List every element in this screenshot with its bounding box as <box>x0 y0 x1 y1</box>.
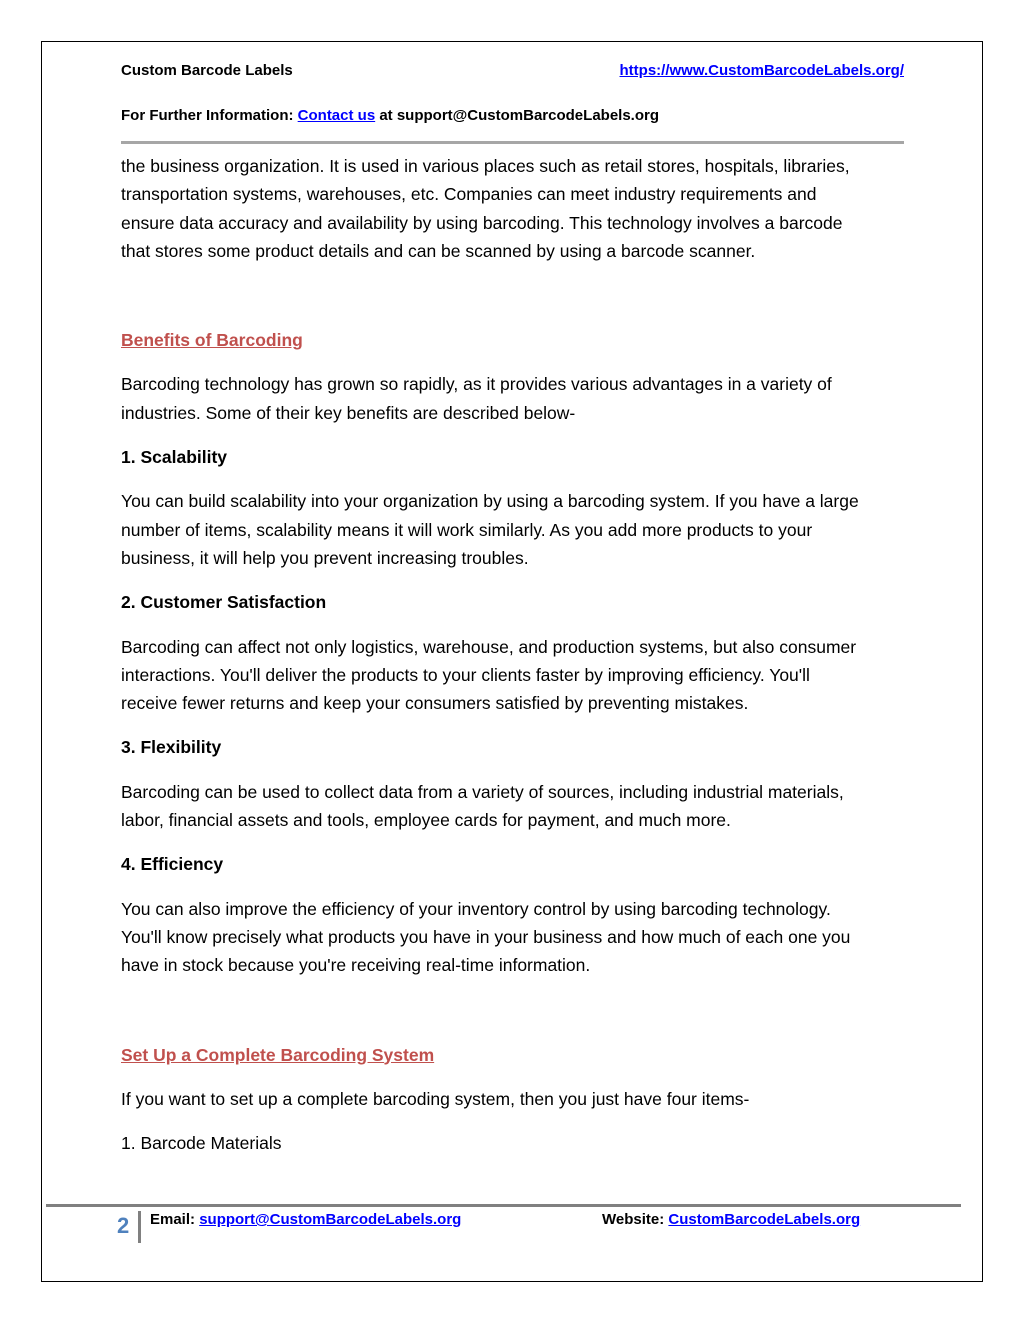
header-info-prefix: For Further Information: <box>121 107 298 124</box>
benefit-line: You can also improve the efficiency of your inventory control by using barcoding technology. <box>121 898 831 919</box>
intro-paragraph <box>121 152 904 265</box>
page-number: 2 <box>113 1211 141 1243</box>
benefit-line: interactions. You'll deliver the products to your clients faster by improving efficiency. You'll <box>121 664 810 685</box>
footer-email <box>150 1211 461 1228</box>
header-site-name: Custom Barcode Labels <box>121 62 293 79</box>
benefits-heading: Benefits of Barcoding <box>121 330 303 351</box>
footer-email-label: Email: <box>150 1211 200 1228</box>
benefits-intro-paragraph <box>121 370 904 427</box>
benefit-line: business, it will help you prevent increasing troubles. <box>121 547 529 568</box>
benefit-heading-efficiency: 4. Efficiency <box>121 854 224 875</box>
benefit-line: have in stock because you're receiving real-time information. <box>121 955 591 976</box>
benefit-paragraph-customer-satisfaction <box>121 633 904 718</box>
header-info-suffix: at support@CustomBarcodeLabels.org <box>375 107 659 124</box>
benefit-line: receive fewer returns and keep your consumers satisfied by preventing mistakes. <box>121 693 749 714</box>
benefit-paragraph-scalability <box>121 487 904 572</box>
contact-us-link[interactable]: Contact us <box>297 107 376 124</box>
footer-email-link[interactable]: support@CustomBarcodeLabels.org <box>199 1211 462 1228</box>
benefits-intro-line: industries. Some of their key benefits are described below- <box>121 402 576 423</box>
intro-line: ensure data accuracy and availability by using barcoding. This technology involves a barcode <box>121 212 843 233</box>
benefit-paragraph-flexibility <box>121 778 904 835</box>
intro-line: that stores some product details and can be scanned by using a barcode scanner. <box>121 240 756 261</box>
intro-line: transportation systems, warehouses, etc. Companies can meet industry requirements and <box>121 184 817 205</box>
benefit-heading-flexibility: 3. Flexibility <box>121 737 222 758</box>
benefit-line: Barcoding can be used to collect data from a variety of sources, including industrial materials, <box>121 781 844 802</box>
benefit-line: You can build scalability into your organization by using a barcoding system. If you have a large <box>121 491 859 512</box>
setup-heading: Set Up a Complete Barcoding System <box>121 1044 435 1065</box>
benefit-heading-customer-satisfaction: 2. Customer Satisfaction <box>121 592 327 613</box>
setup-first-item: 1. Barcode Materials <box>121 1133 282 1154</box>
intro-line: the business organization. It is used in various places such as retail stores, hospitals, libraries, <box>121 156 850 176</box>
header-url-link[interactable]: https://www.CustomBarcodeLabels.org/ <box>619 62 904 79</box>
footer-website-label: Website: <box>602 1211 669 1228</box>
page-header <box>121 62 904 82</box>
benefit-line: You'll know precisely what products you have in your business and how much of each one you <box>121 926 851 947</box>
footer-website-link[interactable]: CustomBarcodeLabels.org <box>668 1211 861 1228</box>
benefit-paragraph-efficiency <box>121 895 904 980</box>
benefit-heading-scalability: 1. Scalability <box>121 447 228 468</box>
benefit-line: Barcoding can affect not only logistics, warehouse, and production systems, but also consumer <box>121 636 857 657</box>
header-divider <box>121 141 904 144</box>
footer-website <box>602 1211 860 1228</box>
header-contact-info <box>121 107 659 124</box>
benefit-line: labor, financial assets and tools, employee cards for payment, and much more. <box>121 810 731 831</box>
benefit-line: number of items, scalability means it will work similarly. As you add more products to your <box>121 519 813 540</box>
benefits-intro-line: Barcoding technology has grown so rapidly, as it provides various advantages in a variety of <box>121 374 832 395</box>
footer-divider <box>46 1204 961 1207</box>
document-body <box>121 152 904 1157</box>
setup-intro-paragraph: If you want to set up a complete barcoding system, then you just have four items- <box>121 1088 750 1109</box>
